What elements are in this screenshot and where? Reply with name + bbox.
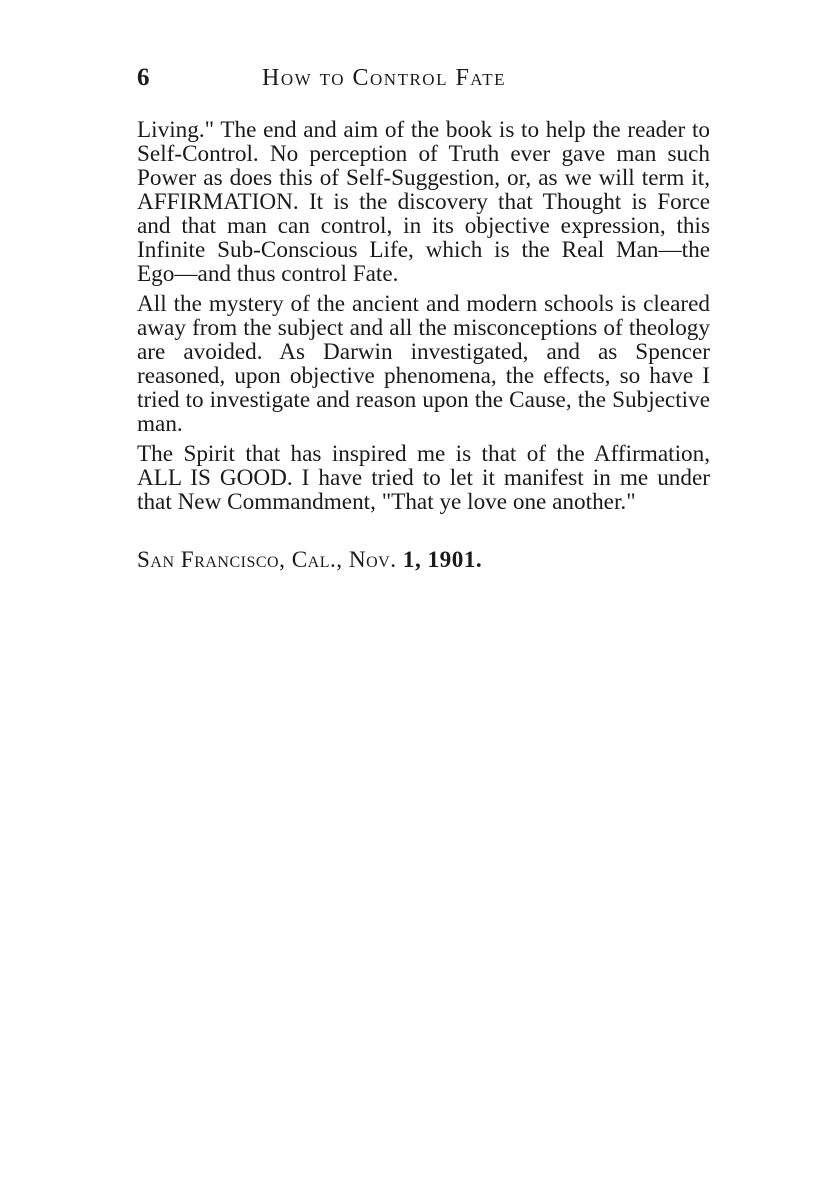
book-page (137, 64, 710, 572)
paragraph-1: Living." The end and aim of the book is to help the reader to Self-Control. No perception of Truth ever gave man such Power as does this of Self-Suggestion, or, as we will term it, AFFIRMATION. It is the discovery that Thought is Force and that man can control, in its objective expression, this Infinite Sub-Conscious Life, which is the Real Man—the Ego—and thus control Fate. (137, 117, 710, 287)
signoff-date: 1, 1901. (402, 547, 483, 573)
paragraph-2: All the mystery of the ancient and modern schools is cleared away from the subject and all the misconceptions of theology are avoided. As Darwin investigated, and as Spencer reasoned, upon objective phenomena, the effects, so have I tried to investigate and reason upon the Cause, the Subjective man. (137, 291, 710, 437)
running-head (137, 64, 710, 96)
paragraph-3: The Spirit that has inspired me is that of the Affirmation, ALL IS GOOD. I have tried to let it manifest in me under that New Commandment, "That ye love one another." (137, 441, 710, 515)
signoff-place: San Francisco, Cal., Nov. (137, 547, 397, 573)
body-text (137, 118, 710, 514)
page-number: 6 (137, 64, 150, 91)
running-title: How to Control Fate (262, 65, 506, 91)
signoff (137, 548, 710, 572)
